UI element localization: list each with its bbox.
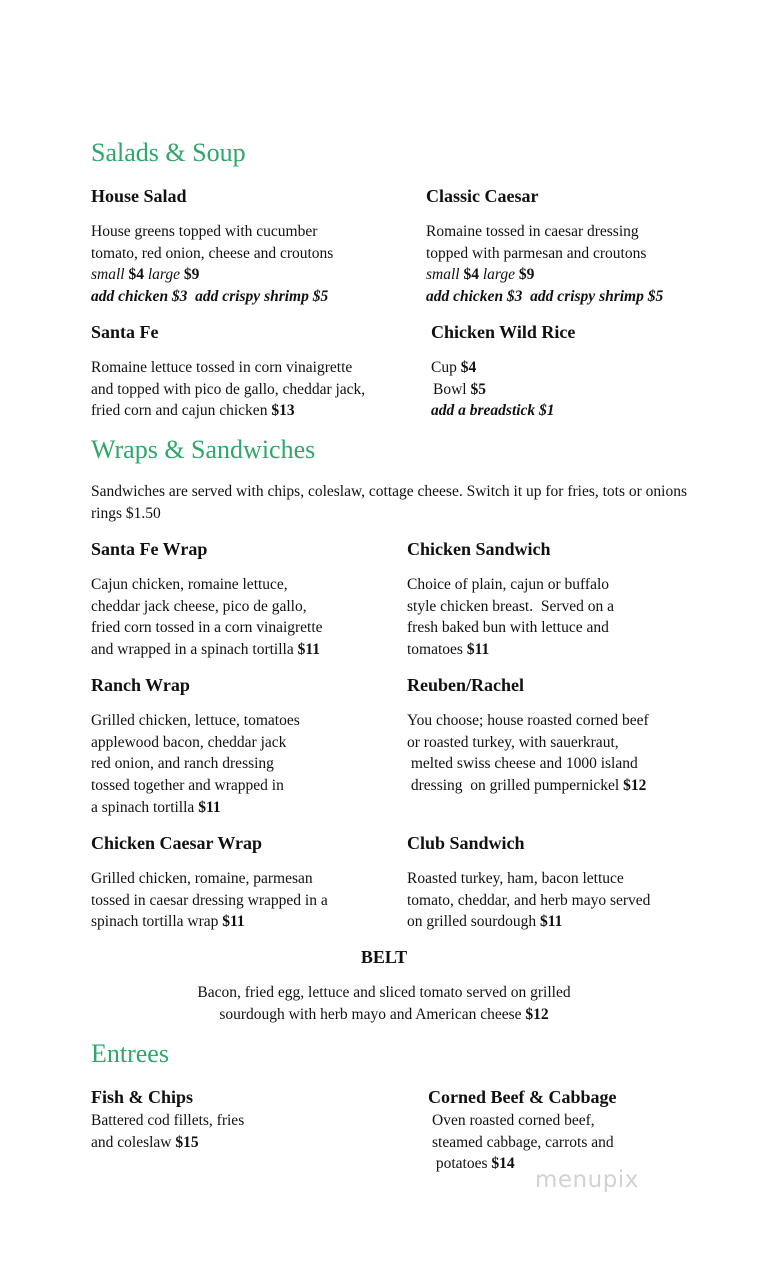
menu-item-santa-fe	[91, 321, 365, 422]
section-title-wraps-sandwiches: Wraps & Sandwiches	[91, 435, 316, 464]
size-label: large	[482, 266, 515, 284]
item-size-prices	[426, 264, 663, 286]
item-desc-line: potatoes $14	[432, 1155, 515, 1173]
item-desc-line: cheddar jack cheese, pico de gallo,	[91, 597, 307, 615]
item-name: House Salad	[91, 186, 187, 206]
menu-item-classic-caesar	[426, 185, 663, 308]
item-desc-line: tossed in caesar dressing wrapped in a	[91, 891, 328, 909]
item-desc-line: and wrapped in a spinach tortilla $11	[91, 641, 321, 659]
menu-item-house-salad	[91, 185, 333, 308]
item-desc-line: style chicken breast. Served on a	[407, 597, 615, 615]
item-name: Club Sandwich	[407, 833, 525, 853]
item-desc-line: red onion, and ranch dressing	[91, 755, 274, 773]
price: $13	[271, 402, 295, 420]
item-desc-line: tossed together and wrapped in	[91, 777, 284, 795]
item-desc-line: steamed cabbage, carrots and	[432, 1133, 614, 1151]
menu-item-reuben-rachel	[407, 674, 649, 797]
size-label: small	[91, 266, 125, 284]
price: $11	[297, 641, 321, 659]
item-desc-line: fried corn tossed in a corn vinaigrette	[91, 619, 323, 637]
menu-item-ranch-wrap	[91, 674, 300, 819]
item-desc-line: sourdough with herb mayo and American cheese $12	[219, 1005, 549, 1023]
item-addons: add chicken $3 add crispy shrimp $5	[426, 288, 664, 306]
menu-item-santa-fe-wrap	[91, 538, 323, 661]
menu-item-fish-chips	[91, 1086, 244, 1153]
section-title-salads-soup: Salads & Soup	[91, 138, 246, 167]
item-addon: add a breadstick $1	[431, 402, 555, 420]
price: $4	[463, 266, 479, 284]
price: $12	[623, 777, 647, 795]
item-name: Ranch Wrap	[91, 675, 190, 695]
item-name: Santa Fe	[91, 322, 159, 342]
item-name: Chicken Sandwich	[407, 539, 551, 559]
item-desc-line: Choice of plain, cajun or buffalo	[407, 576, 610, 593]
item-desc-line: Roasted turkey, ham, bacon lettuce	[407, 870, 624, 887]
item-name: Santa Fe Wrap	[91, 539, 208, 559]
item-desc-line: Grilled chicken, romaine, parmesan	[91, 870, 313, 887]
menu-item-chicken-wild-rice	[431, 321, 575, 422]
item-desc-line: tomato, cheddar, and herb mayo served	[407, 891, 651, 909]
item-desc-line: Romaine tossed in caesar dressing	[426, 223, 639, 240]
price: $11	[222, 913, 245, 931]
item-desc-line: spinach tortilla wrap $11	[91, 913, 245, 931]
price: $14	[491, 1155, 515, 1173]
price: $5	[470, 380, 486, 398]
item-desc-line: tomato, red onion, cheese and croutons	[91, 244, 334, 262]
item-name: Chicken Wild Rice	[431, 322, 576, 342]
item-name: Corned Beef & Cabbage	[428, 1087, 617, 1107]
item-desc-line: Grilled chicken, lettuce, tomatoes	[91, 712, 300, 729]
item-addons: add chicken $3 add crispy shrimp $5	[91, 288, 329, 306]
item-desc-line: fried corn and cajun chicken $13	[91, 402, 295, 420]
item-desc-line: on grilled sourdough $11	[407, 913, 563, 931]
watermark: menupix	[535, 1167, 639, 1193]
item-name: Classic Caesar	[426, 186, 539, 206]
item-desc-line: You choose; house roasted corned beef	[407, 712, 649, 729]
price: $11	[466, 641, 490, 659]
price: $11	[198, 798, 221, 816]
price: $9	[183, 266, 200, 284]
item-size-price: Cup $4	[431, 359, 477, 376]
item-desc-line: and topped with pico de gallo, cheddar jack,	[91, 380, 366, 398]
menu-item-chicken-sandwich	[407, 538, 614, 661]
item-desc-line: dressing on grilled pumpernickel $12	[407, 777, 647, 795]
item-desc-line: Cajun chicken, romaine lettuce,	[91, 576, 288, 593]
item-desc-line: fresh baked bun with lettuce and	[407, 619, 609, 637]
price: $4	[128, 266, 144, 284]
item-desc-line: House greens topped with cucumber	[91, 223, 318, 240]
item-desc-line: and coleslaw $15	[91, 1133, 199, 1151]
item-desc-line: Bacon, fried egg, lettuce and sliced tomato served on grilled	[197, 984, 571, 1001]
size-label: small	[426, 266, 460, 284]
menu-item-belt	[0, 946, 768, 1025]
price: $15	[175, 1133, 199, 1151]
section-intro: Sandwiches are served with chips, coleslaw, cottage cheese. Switch it up for fries, tots or onions rings $1.50	[91, 483, 688, 522]
item-desc-line: a spinach tortilla $11	[91, 798, 221, 816]
item-name: Fish & Chips	[91, 1087, 194, 1107]
item-desc-line: tomatoes $11	[407, 641, 490, 659]
item-size-prices	[91, 264, 333, 286]
menu-item-corned-beef-cabbage	[428, 1086, 616, 1175]
price: $4	[460, 359, 477, 376]
item-desc-line: Oven roasted corned beef,	[432, 1112, 595, 1129]
item-size-price: Bowl $5	[433, 380, 486, 398]
item-name: BELT	[360, 947, 408, 967]
section-title-entrees: Entrees	[91, 1039, 169, 1068]
price: $11	[540, 913, 563, 931]
price: $9	[518, 266, 535, 284]
menu-item-chicken-caesar-wrap	[91, 832, 328, 933]
item-desc-line: Romaine lettuce tossed in corn vinaigrette	[91, 359, 353, 376]
item-desc-line: Battered cod fillets, fries	[91, 1112, 245, 1129]
menu-item-club-sandwich	[407, 832, 650, 933]
item-name: Reuben/Rachel	[407, 675, 524, 695]
item-desc-line: topped with parmesan and croutons	[426, 244, 647, 262]
item-name: Chicken Caesar Wrap	[91, 833, 263, 853]
price: $12	[525, 1005, 549, 1023]
item-desc-line: or roasted turkey, with sauerkraut,	[407, 733, 619, 751]
item-desc-line: melted swiss cheese and 1000 island	[407, 755, 638, 773]
item-desc-line: applewood bacon, cheddar jack	[91, 733, 287, 751]
size-label: large	[147, 266, 180, 284]
